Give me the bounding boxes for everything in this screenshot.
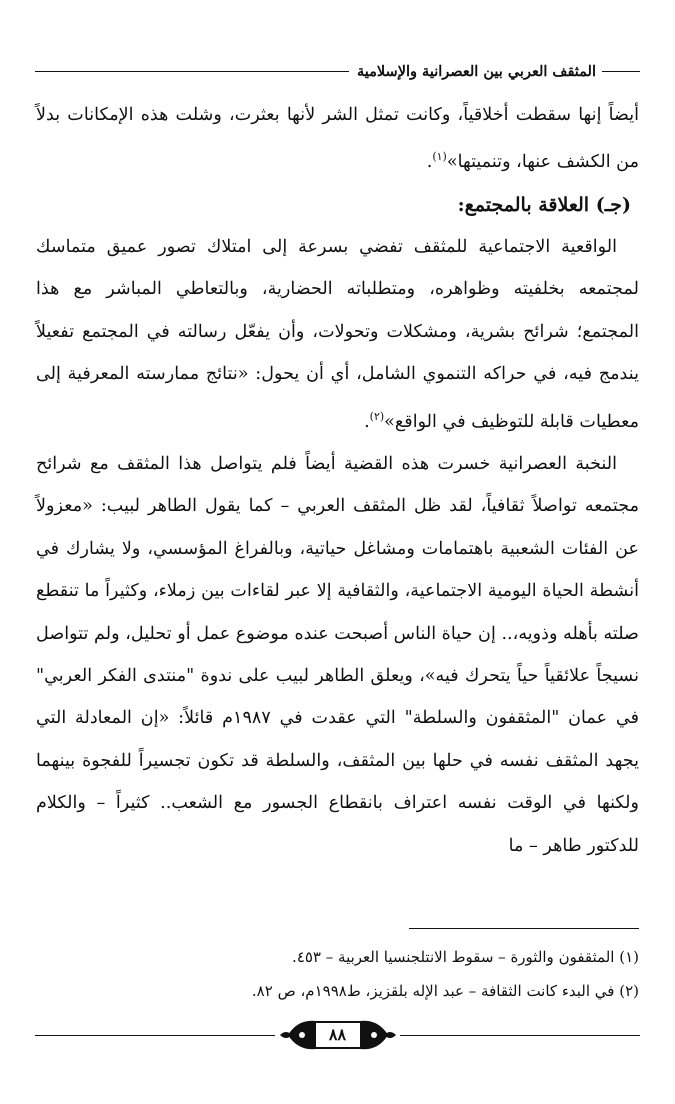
paragraph-2-end: . (364, 411, 370, 432)
footnote-2: (٢) في البدء كانت الثقافة – عبد الإله بلقزيز، ط١٩٩٨م، ص ٨٢. (251, 982, 639, 1000)
page-footer (35, 1013, 640, 1057)
footnote-ref-1: (١) (432, 150, 447, 164)
header-rule-short (602, 71, 640, 72)
header-rule-long (35, 71, 349, 72)
paragraph-2 (36, 226, 639, 443)
paragraph-1-end: . (426, 152, 433, 173)
page-body (36, 94, 639, 867)
footnote-1: (١) المثقفون والثورة – سقوط الانتلجنسيا العربية – ٤٥٣. (292, 948, 639, 966)
paragraph-1-text: أيضاً إنها سقطت أخلاقياً، وكانت تمثل الشر لأنها بعثرت، وشلت هذه الإمكانات بدلاً من الكشف عنها، وتنميتها» (36, 105, 639, 173)
footer-rule-left (35, 1035, 275, 1036)
page-number: ٨٨ (315, 1022, 361, 1048)
footnotes (36, 940, 639, 1008)
footnote-ref-2: (٢) (369, 409, 385, 423)
header-title: المثقف العربي بين العصرانية والإسلامية (356, 62, 596, 80)
paragraph-3: النخبة العصرانية خسرت هذه القضية أيضاً فلم يتواصل هذا المثقف مع شرائح مجتمعه تواصلاً ثقافياً، لقد ظل المثقف العربي – كما يقول الطاهر لبيب: «معزولاً عن الفئات الشعبية باهتمامات ومشاغل حياتية، وبالفراغ المؤسسي، ولا يشارك في أنشطة الحياة اليومية الاجتماعية، والثقافية إلا عبر لقاءات بين زملاء، وكثيراً ما تنقطع صلته بأهله وذويه،.. إن حياة الناس أصبحت عنده موضوع عمل أو تحليل، ولم تتواصل نسيجاً علائقياً حياً يتحرك فيه»، ويعلق الطاهر لبيب على ندوة "منتدى الفكر العربي" في عمان "المثقفون والسلطة" التي عقدت في ١٩٨٧م قائلاً: «إن المعادلة التي يجهد المثقف نفسه في حلها بين المثقف، والسلطة قد تكون تجسيراً للفجوة بينهما ولكنها في الوقت نفسه اعتراف بانقطاع الجسور مع الشعب.. كثيراً – والكلام للدكتور طاهر – ما (36, 453, 639, 856)
footer-rule-right (400, 1035, 640, 1036)
section-heading: (جـ) العلاقة بالمجتمع: (457, 193, 631, 216)
paragraph-2-text: الواقعية الاجتماعية للمثقف تفضي بسرعة إلى امتلاك تصور عميق متماسك لمجتمعه بخلفيته وظواهره، ومتطلباته الحضارية، وبالتعاطي المباشر مع هذا المجتمع؛ شرائح بشرية، ومشكلات وتحولات، وأن يفعّل رسالته في المجتمع تفعيلاً يندمج فيه، في حراكه التنموي الشامل، أي أن يحول: «نتائج ممارسته المعرفية إلى معطيات قابلة للتوظيف في الواقع» (36, 237, 639, 432)
paragraph-1 (36, 94, 639, 184)
running-header (35, 58, 640, 84)
footnote-separator (409, 928, 639, 929)
